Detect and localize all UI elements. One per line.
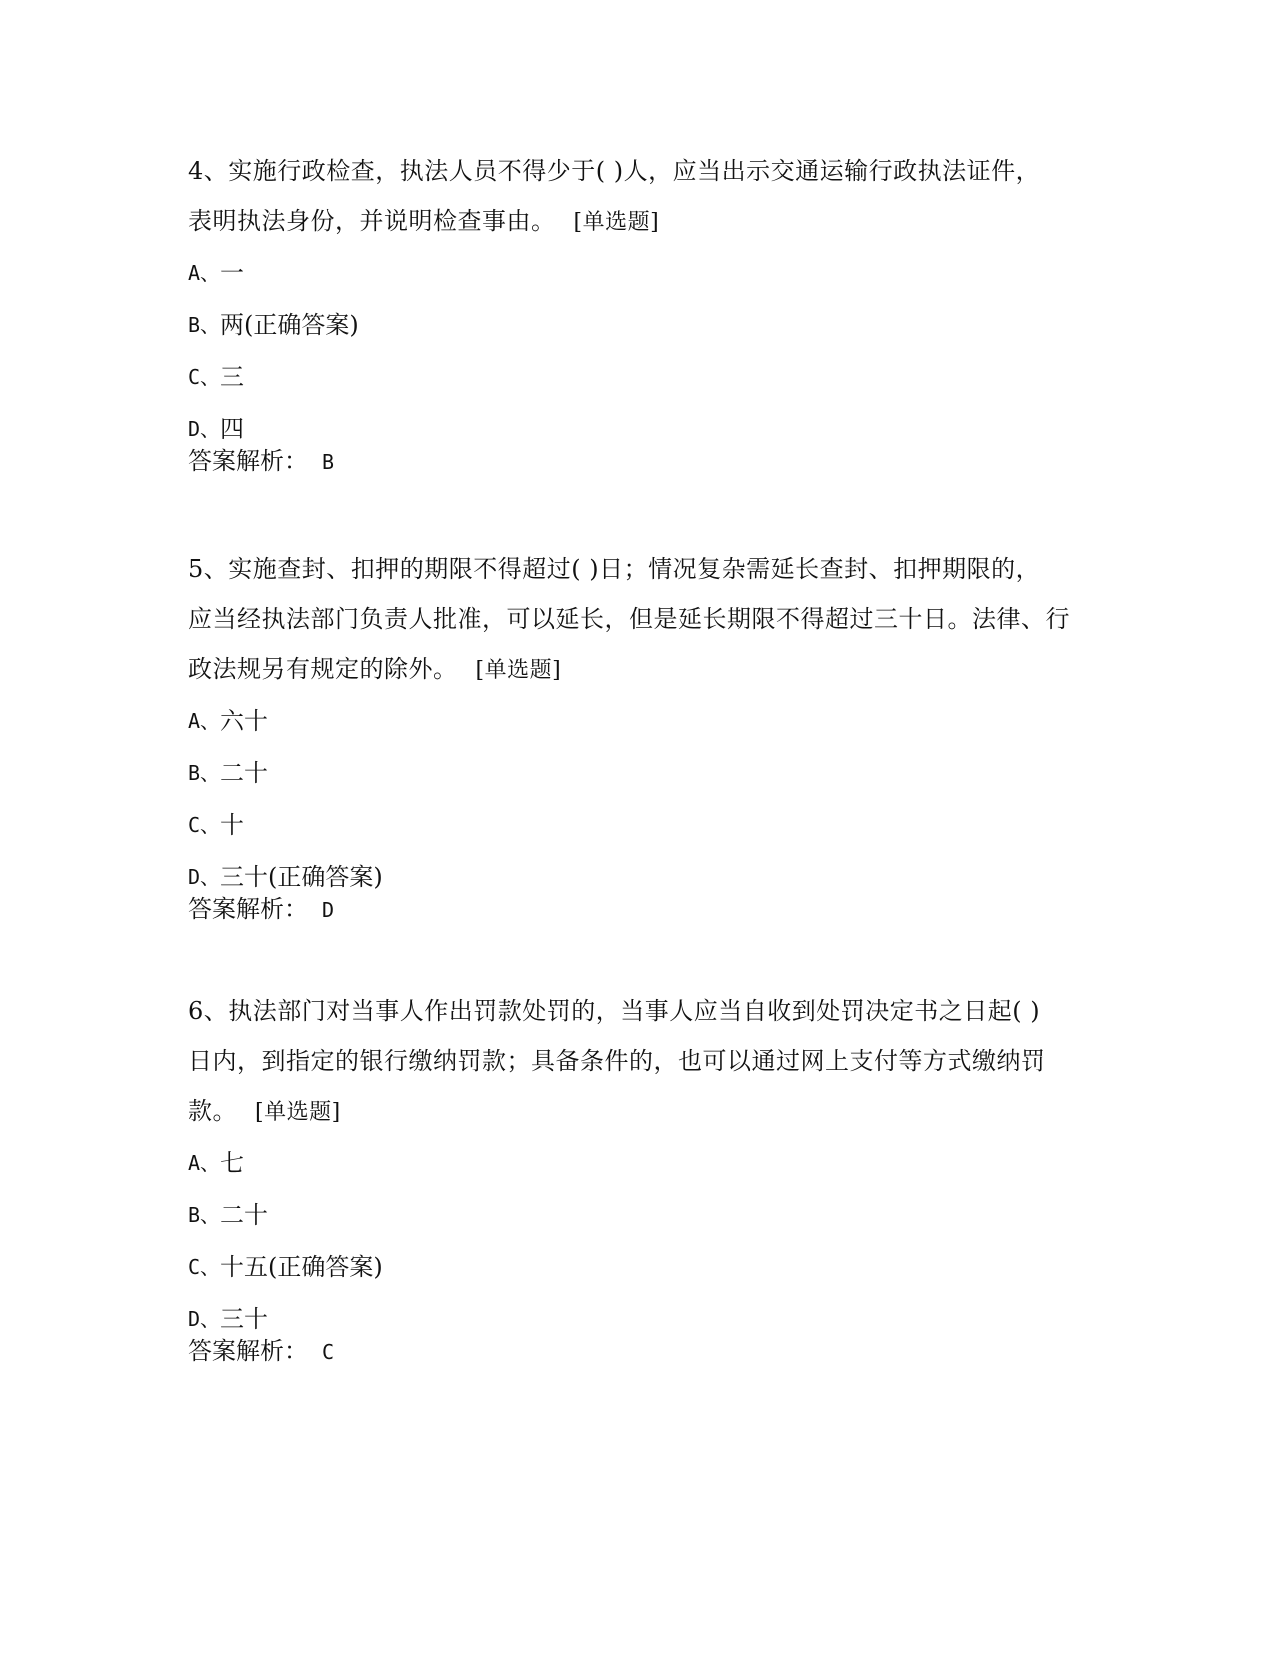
option-letter: B、 [188,761,221,785]
option-letter: B、 [188,1203,221,1227]
question-stem [188,986,1088,1138]
stem-line: 6、执法部门对当事人作出罚款处罚的，当事人应当自收到处罚决定书之日起( ) [188,997,1041,1025]
option-text: 三十 [220,1305,269,1333]
stem-line: 应当经执法部门负责人批准，可以延长，但是延长期限不得超过三十日。法律、行 [188,605,1070,633]
option-letter: A、 [188,261,221,285]
option-text: 一 [220,259,245,287]
question-stem [188,146,1088,248]
question-type-tag: [单选题] [475,658,562,683]
analysis-label: 答案解析： [188,895,308,923]
answer-analysis [188,892,1088,927]
question-4 [188,146,1088,479]
option-d [188,1294,1088,1334]
stem-line: 5、实施查封、扣押的期限不得超过( )日；情况复杂需延长查封、扣押期限的， [188,555,1041,583]
question-stem [188,544,1088,696]
option-text: 二十 [220,759,269,787]
option-text: 十 [220,811,245,839]
option-a [188,696,1088,748]
option-c [188,800,1088,852]
option-text: 三十(正确答案) [220,863,383,891]
option-letter: B、 [188,313,221,337]
stem-line: 款。 [188,1097,237,1125]
option-a [188,248,1088,300]
stem-line: 日内，到指定的银行缴纳罚款；具备条件的，也可以通过网上支付等方式缴纳罚 [188,1047,1046,1075]
answer-analysis [188,1334,1088,1369]
option-b [188,300,1088,352]
option-a [188,1138,1088,1190]
option-text: 二十 [220,1201,269,1229]
option-text: 十五(正确答案) [220,1253,383,1281]
option-letter: C、 [188,813,221,837]
question-6 [188,986,1088,1369]
stem-line: 政法规另有规定的除外。 [188,655,458,683]
option-letter: D、 [188,417,221,441]
option-letter: A、 [188,709,221,733]
option-b [188,748,1088,800]
option-text: 六十 [220,707,269,735]
option-text: 两(正确答案) [220,311,359,339]
option-c [188,1242,1088,1294]
option-letter: D、 [188,1307,221,1331]
answer-value: C [322,1340,335,1364]
question-type-tag: [单选题] [573,210,660,235]
stem-line: 4、实施行政检查，执法人员不得少于( )人，应当出示交通运输行政执法证件， [188,157,1041,185]
option-b [188,1190,1088,1242]
option-text: 三 [220,363,245,391]
answer-value: D [322,898,335,922]
option-letter: C、 [188,1255,221,1279]
option-d [188,404,1088,444]
option-letter: D、 [188,865,221,889]
question-5 [188,544,1088,927]
option-letter: A、 [188,1151,221,1175]
option-letter: C、 [188,365,221,389]
analysis-label: 答案解析： [188,447,308,475]
option-d [188,852,1088,892]
answer-value: B [322,450,335,474]
option-text: 四 [220,415,245,443]
option-text: 七 [220,1149,245,1177]
stem-line: 表明执法身份，并说明检查事由。 [188,207,556,235]
answer-analysis [188,444,1088,479]
question-type-tag: [单选题] [255,1100,341,1125]
option-c [188,352,1088,404]
analysis-label: 答案解析： [188,1337,308,1365]
